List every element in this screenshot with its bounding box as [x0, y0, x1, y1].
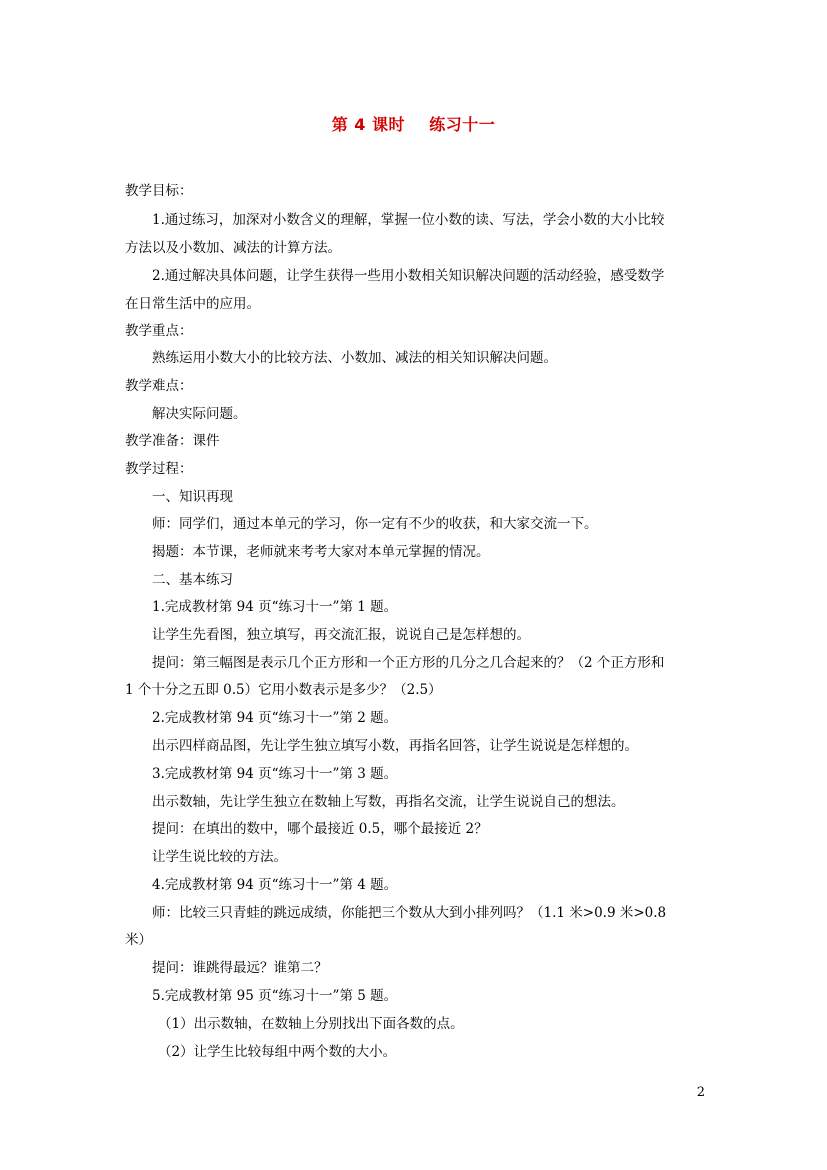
- exercise-2-text: 出示四样商品图，先让学生独立填写小数，再指名回答，让学生说说是怎样想的。: [152, 738, 638, 754]
- preparation: 教学准备：课件: [125, 433, 220, 449]
- objective-2: 2.通过解决具体问题，让学生获得一些用小数相关知识解决问题的活动经验，感受数学: [152, 268, 665, 284]
- difficulties-text: 解决实际问题。: [152, 406, 247, 422]
- key-points-text: 熟练运用小数大小的比较方法、小数加、减法的相关知识解决问题。: [152, 350, 557, 366]
- exercise-5-part-1: （1）出示数轴，在数轴上分别找出下面各数的点。: [158, 1016, 464, 1032]
- objective-1: 1.通过练习，加深对小数含义的理解，掌握一位小数的读、写法，学会小数的大小比较: [152, 212, 665, 228]
- section-1-heading: 一、知识再现: [152, 489, 233, 505]
- page-number: 2: [696, 1085, 705, 1100]
- reveal-topic: 揭题：本节课，老师就来考考大家对本单元掌握的情况。: [152, 544, 490, 560]
- exercise-1: 1.完成教材第 94 页“练习十一”第 1 题。: [152, 599, 398, 615]
- exercise-4-teacher: 师：比较三只青蛙的跳远成绩，你能把三个数从大到小排列吗？（1.1 米>0.9 米>0.8: [152, 905, 667, 921]
- heading-difficulties: 教学难点：: [125, 378, 193, 394]
- exercise-4-question: 提问：谁跳得最远？谁第二？: [152, 960, 328, 976]
- heading-key-points: 教学重点：: [125, 323, 193, 339]
- heading-objectives: 教学目标：: [125, 183, 193, 199]
- exercise-5-part-2: （2）让学生比较每组中两个数的大小。: [158, 1044, 397, 1060]
- exercise-3-method: 让学生说比较的方法。: [152, 849, 287, 865]
- exercise-1-text: 让学生先看图，独立填写，再交流汇报，说说自己是怎样想的。: [152, 627, 530, 643]
- exercise-5: 5.完成教材第 95 页“练习十一”第 5 题。: [152, 988, 398, 1004]
- exercise-2: 2.完成教材第 94 页“练习十一”第 2 题。: [152, 710, 398, 726]
- exercise-3-question: 提问：在填出的数中，哪个最接近 0.5，哪个最接近 2？: [152, 821, 488, 837]
- exercise-3-text: 出示数轴，先让学生独立在数轴上写数，再指名交流，让学生说说自己的想法。: [152, 794, 625, 810]
- exercise-3: 3.完成教材第 94 页“练习十一”第 3 题。: [152, 766, 398, 782]
- exercise-1-question-cont: 1 个十分之五即 0.5）它用小数表示是多少？（2.5）: [125, 682, 442, 698]
- teacher-line-1: 师：同学们，通过本单元的学习，你一定有不少的收获，和大家交流一下。: [152, 516, 598, 532]
- section-2-heading: 二、基本练习: [152, 572, 233, 588]
- lesson-title: 第 4 课时 练习十一: [331, 115, 496, 134]
- exercise-4: 4.完成教材第 94 页“练习十一”第 4 题。: [152, 877, 398, 893]
- objective-2-cont: 在日常生活中的应用。: [125, 296, 260, 312]
- heading-process: 教学过程：: [125, 461, 193, 477]
- exercise-4-teacher-cont: 米）: [125, 932, 152, 948]
- objective-1-cont: 方法以及小数加、减法的计算方法。: [125, 240, 341, 256]
- exercise-1-question: 提问：第三幅图是表示几个正方形和一个正方形的几分之几合起来的？（2 个正方形和: [152, 655, 665, 671]
